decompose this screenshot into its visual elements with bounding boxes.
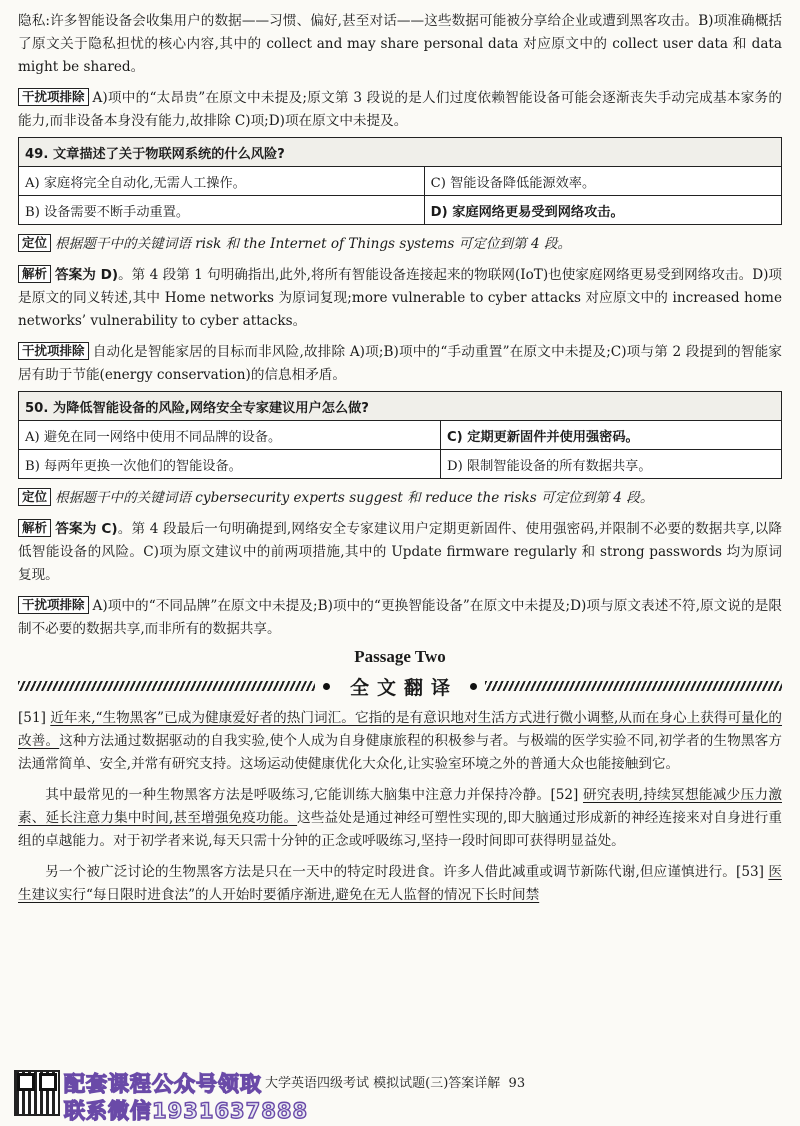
translation-text: 另一个被广泛讨论的生物黑客方法是只在一天中的特定时段进食。许多人借此减重或调节新陈代谢,但应谨慎进行。	[45, 864, 737, 880]
watermark-line-2: 联系微信1931637888	[64, 1099, 309, 1123]
translation-paragraph-1	[18, 707, 782, 776]
translation-text: 这种方法通过数据驱动的自我实验,使个人成为自身健康旅程的积极参与者。与极端的医学实验不同,初学者的生物黑客方法通常简单、安全,并常有研究支持。这场运动使健康优化大众化,让实验室环境之外的普通大众也能接触到它。	[18, 733, 783, 772]
marker-51: [51]	[18, 710, 46, 726]
prev-distractor-paragraph	[18, 87, 782, 133]
q50-option-b: B) 每两年更换一次他们的智能设备。	[19, 450, 441, 479]
q50-option-d: D) 限制智能设备的所有数据共享。	[441, 450, 782, 479]
page-footer	[0, 1066, 800, 1126]
underlined-sentence-53: 医生建议实行“每日限时进食法”的人开始时要循序渐进,避免在无人监督的情况下长时间禁	[18, 864, 782, 903]
locate-text: 根据题干中的关键词语 cybersecurity experts suggest 和 reduce the risks 可定位到第 4 段。	[55, 490, 654, 506]
q50-locate	[18, 487, 782, 510]
banner-hatch-right	[485, 681, 782, 691]
underlined-sentence-52: 研究表明,持续冥想能减少压力激素、延长注意力集中时间,甚至增强免疫功能。	[18, 787, 782, 826]
q49-locate	[18, 233, 782, 256]
page-number: 93	[508, 1076, 526, 1091]
distractor-tag: 干扰项排除	[18, 596, 89, 614]
distractor-tag: 干扰项排除	[18, 88, 89, 106]
answer-label: 答案为 C)	[55, 521, 118, 537]
q50-option-a: A) 避免在同一网络中使用不同品牌的设备。	[19, 421, 441, 450]
passage-title: Passage Two	[354, 647, 446, 666]
q49-option-d: D) 家庭网络更易受到网络攻击。	[424, 196, 781, 225]
question-50-table	[18, 391, 782, 479]
running-footer	[265, 1072, 525, 1091]
footer-label: 大学英语四级考试 模拟试题(三)答案详解	[265, 1076, 501, 1091]
distractor-text: A)项中的“不同品牌”在原文中未提及;B)项中的“更换智能设备”在原文中未提及;D)项与原文表述不符,原文说的是限制不必要的数据共享,而非所有的数据共享。	[18, 598, 782, 637]
page-content	[18, 10, 782, 907]
translation-paragraph-3	[18, 861, 782, 907]
analysis-tag: 解析	[18, 265, 51, 283]
distractor-text: 自动化是智能家居的目标而非风险,故排除 A)项;B)项中的“手动重置”在原文中未提及;C)项与第 2 段提到的智能家居有助于节能(energy conservation)的信息相矛盾。	[18, 344, 782, 383]
translation-text: 这些益处是通过神经可塑性实现的,即大脑通过形成新的神经连接来对自身进行重组的卓越能力。对于初学者来说,每天只需十分钟的正念或呼吸练习,坚持一段时间即可获得明显益处。	[18, 810, 782, 849]
q49-option-c: C) 智能设备降低能源效率。	[424, 167, 781, 196]
answer-label: 答案为 D)	[55, 267, 119, 283]
banner-title: 全文翻译	[350, 676, 459, 699]
locate-tag: 定位	[18, 488, 51, 506]
q50-distractor	[18, 595, 782, 641]
banner-dot-icon	[470, 683, 477, 690]
q49-analysis	[18, 264, 782, 333]
locate-tag: 定位	[18, 234, 51, 252]
translation-paragraph-2	[18, 784, 782, 853]
analysis-text: 。第 4 段第 1 句明确指出,此外,将所有智能设备连接起来的物联网(IoT)也使家庭网络更易受到网络攻击。D)项是原文的同义转述,其中 Home networks 为原词复现;more vulnerable to cyber attacks 对应原文中的 increased home networks’ vulnerability to cyber attacks。	[18, 267, 782, 329]
marker-53: [53]	[736, 864, 764, 880]
question-50-stem: 50. 为降低智能设备的风险,网络安全专家建议用户怎么做?	[19, 392, 782, 421]
analysis-tag: 解析	[18, 519, 51, 537]
q50-analysis	[18, 518, 782, 587]
translation-text: 其中最常见的一种生物黑客方法是呼吸练习,它能训练大脑集中注意力并保持冷静。	[45, 787, 551, 803]
banner-hatch-left	[18, 681, 315, 691]
qr-code-icon	[14, 1070, 60, 1116]
marker-52: [52]	[550, 787, 579, 803]
q50-option-c: C) 定期更新固件并使用强密码。	[441, 421, 782, 450]
question-49-stem: 49. 文章描述了关于物联网系统的什么风险?	[19, 138, 782, 167]
question-49-table	[18, 137, 782, 225]
prev-explanation: 隐私:许多智能设备会收集用户的数据——习惯、偏好,甚至对话——这些数据可能被分享给企业或遭到黑客攻击。B)项准确概括了原文关于隐私担忧的核心内容,其中的 collect and may share personal data 对应原文中的 collect user data 和 data might be shared。	[18, 13, 782, 75]
locate-text: 根据题干中的关键词语 risk 和 the Internet of Things systems 可定位到第 4 段。	[55, 236, 572, 252]
q49-option-a: A) 家庭将完全自动化,无需人工操作。	[19, 167, 425, 196]
analysis-text: 。第 4 段最后一句明确提到,网络安全专家建议用户定期更新固件、使用强密码,并限制不必要的数据共享,以降低智能设备的风险。C)项为原文建议中的前两项措施,其中的 Update firmware regularly 和 strong passwords 均为原词复现。	[18, 521, 782, 583]
distractor-tag: 干扰项排除	[18, 342, 89, 360]
banner-dot-icon	[323, 683, 330, 690]
underlined-sentence-51: 近年来,“生物黑客”已成为健康爱好者的热门词汇。它指的是有意识地对生活方式进行微小调整,从而在身心上获得可量化的改善。	[18, 710, 782, 749]
q49-option-b: B) 设备需要不断手动重置。	[19, 196, 425, 225]
q49-distractor	[18, 341, 782, 387]
distractor-text: A)项中的“太昂贵”在原文中未提及;原文第 3 段说的是人们过度依赖智能设备可能会逐渐丧失手动完成基本家务的能力,而非设备本身没有能力,故排除 C)项;D)项在原文中未提及。	[18, 90, 782, 129]
section-banner	[18, 671, 782, 701]
watermark-line-1: 配套课程公众号领取	[64, 1072, 262, 1096]
